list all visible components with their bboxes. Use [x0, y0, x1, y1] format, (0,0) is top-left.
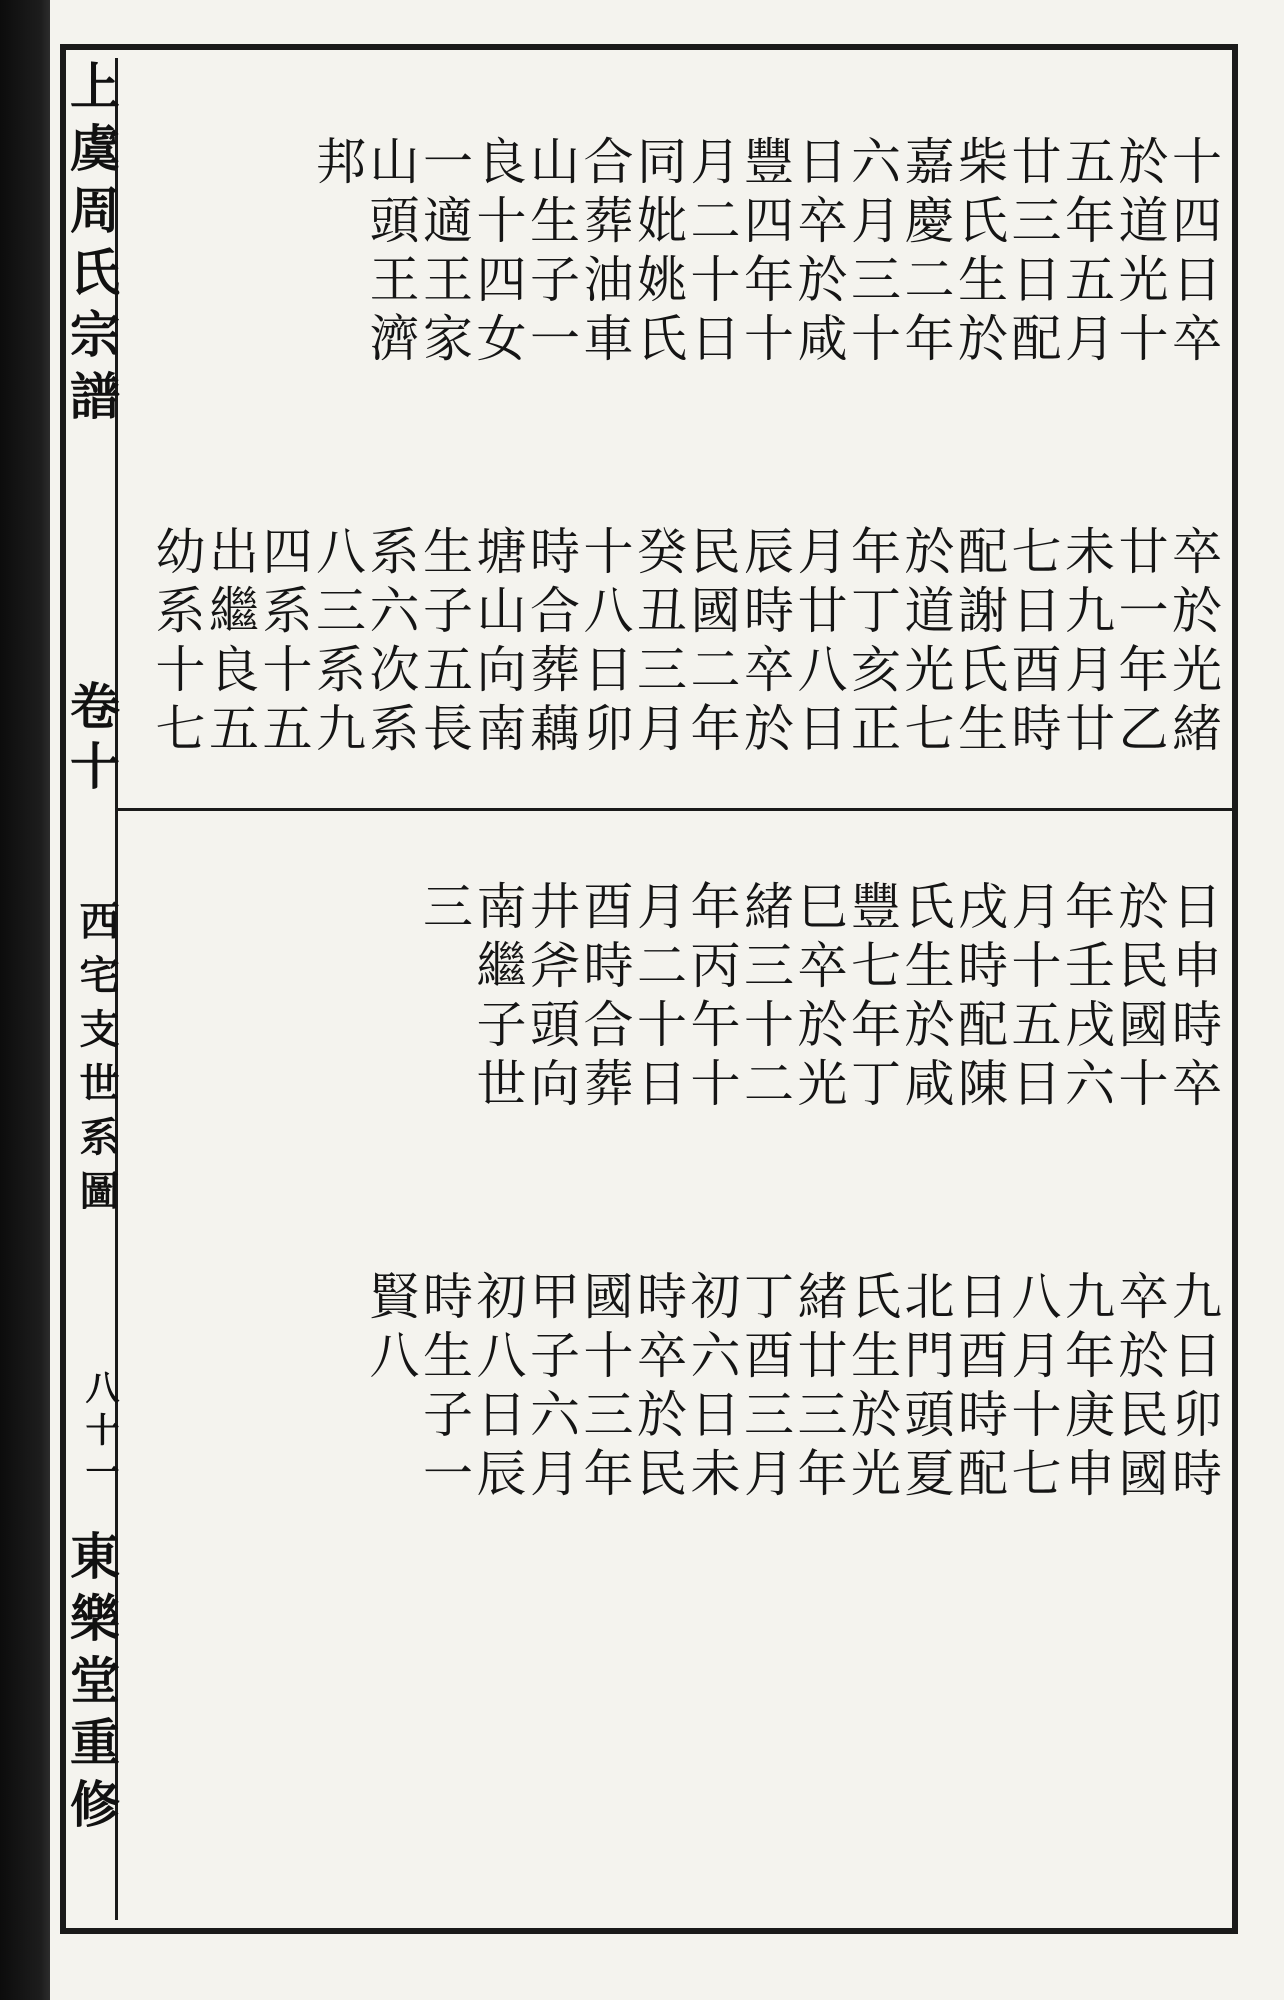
lower-text-column: 戌時配陳	[950, 880, 1008, 1116]
lower-text-column: 氏生於光	[843, 1270, 901, 1506]
upper-text-column: 廿三日配	[1003, 135, 1062, 371]
banner-page-number: 八十一	[79, 1370, 119, 1496]
upper-text-column: 月二十日	[682, 135, 741, 371]
lower-text-column: 年壬戌六	[1057, 880, 1115, 1116]
upper-text-column: 月廿八日	[789, 525, 848, 761]
upper-text-column: 嘉慶二年	[896, 135, 955, 371]
lower-text-column: 九日卯時	[1164, 1270, 1222, 1506]
banner-title: 上虞周氏宗譜	[62, 60, 121, 432]
upper-text-column: 山生子一	[522, 135, 580, 371]
lower-text-column: 三	[415, 880, 473, 939]
lower-text-column: 國十三年	[575, 1270, 634, 1506]
upper-text-column: 山頭王濟	[361, 135, 420, 371]
upper-text-column: 同妣姚氏	[629, 135, 687, 371]
lower-text-column: 南繼子世	[468, 880, 527, 1116]
lower-text-column: 緒廿三年	[789, 1270, 848, 1506]
lower-text-column: 日酉時配	[950, 1270, 1008, 1506]
upper-text-column: 六月三十	[843, 135, 901, 371]
lower-text-column: 月十五日	[1003, 880, 1062, 1116]
lower-text-column: 初八日辰	[468, 1270, 527, 1506]
lower-text-column: 月二十日	[629, 880, 687, 1116]
upper-text-column: 於道光十	[1110, 135, 1169, 371]
upper-text-column: 十八日卯	[575, 525, 634, 761]
upper-text-column: 民國二年	[682, 525, 741, 761]
upper-text-column: 配謝氏生	[950, 525, 1008, 761]
upper-text-column: 合葬油車	[575, 135, 634, 371]
upper-text-column: 十四日卒	[1164, 135, 1222, 371]
upper-text-column: 塘山向南	[468, 525, 527, 761]
upper-text-column: 七日酉時	[1003, 525, 1062, 761]
upper-text-column: 生子五長	[415, 525, 473, 761]
lower-text-column: 北門頭夏	[896, 1270, 955, 1506]
lower-text-column: 九年庚申	[1057, 1270, 1115, 1506]
upper-text-column: 系六次系	[361, 525, 420, 761]
lower-text-column: 卒於民國	[1110, 1270, 1169, 1506]
lower-text-column: 八月十七	[1003, 1270, 1062, 1506]
upper-text-column: 豐四年十	[736, 135, 794, 371]
lower-text-column: 日申時卒	[1164, 880, 1222, 1116]
upper-text-column: 邦	[308, 135, 366, 194]
upper-text-column: 年丁亥正	[843, 525, 901, 761]
lower-text-column: 年丙午十	[682, 880, 741, 1116]
lower-text-column: 初六日未	[682, 1270, 741, 1506]
upper-text-column: 一適王家	[415, 135, 473, 371]
upper-text-column: 出繼良五	[201, 525, 259, 761]
margin-banner	[62, 60, 121, 1920]
upper-text-column: 四系十五	[254, 525, 313, 761]
banner-section: 西宅支世系圖	[73, 900, 120, 1224]
banner-volume: 卷十	[62, 680, 121, 800]
upper-text-column: 良十四女	[468, 135, 527, 371]
upper-text-column: 日卒於咸	[789, 135, 848, 371]
upper-text-column: 八三系九	[308, 525, 366, 761]
upper-text-column: 廿一年乙	[1110, 525, 1169, 761]
lower-text-column: 豐七年丁	[843, 880, 901, 1116]
upper-text-column: 時合葬藕	[522, 525, 580, 761]
lower-text-column: 時卒於民	[629, 1270, 687, 1506]
section-divider	[118, 808, 1232, 811]
lower-text-column: 緒三十二	[736, 880, 794, 1116]
upper-text-column: 未九月廿	[1057, 525, 1115, 761]
banner-hall: 東樂堂重修	[62, 1530, 121, 1840]
lower-text-column: 甲子六月	[522, 1270, 580, 1506]
upper-text-column: 五年五月	[1057, 135, 1115, 371]
upper-text-column: 柴氏生於	[950, 135, 1008, 371]
lower-text-column: 時生子一	[415, 1270, 473, 1506]
upper-text-column: 於道光七	[896, 525, 955, 761]
upper-text-column: 癸丑三月	[629, 525, 687, 761]
lower-text-column: 丁酉三月	[736, 1270, 794, 1506]
lower-text-column: 井斧頭向	[522, 880, 580, 1116]
upper-text-column: 幼系十七	[147, 525, 206, 761]
lower-text-column: 於民國十	[1110, 880, 1169, 1116]
upper-text-column: 卒於光緒	[1164, 525, 1222, 761]
lower-text-column: 酉時合葬	[575, 880, 634, 1116]
lower-text-column: 賢八	[361, 1270, 420, 1388]
lower-text-column: 巳卒於光	[789, 880, 848, 1116]
lower-text-column: 氏生於咸	[896, 880, 955, 1116]
upper-text-column: 辰時卒於	[736, 525, 794, 761]
